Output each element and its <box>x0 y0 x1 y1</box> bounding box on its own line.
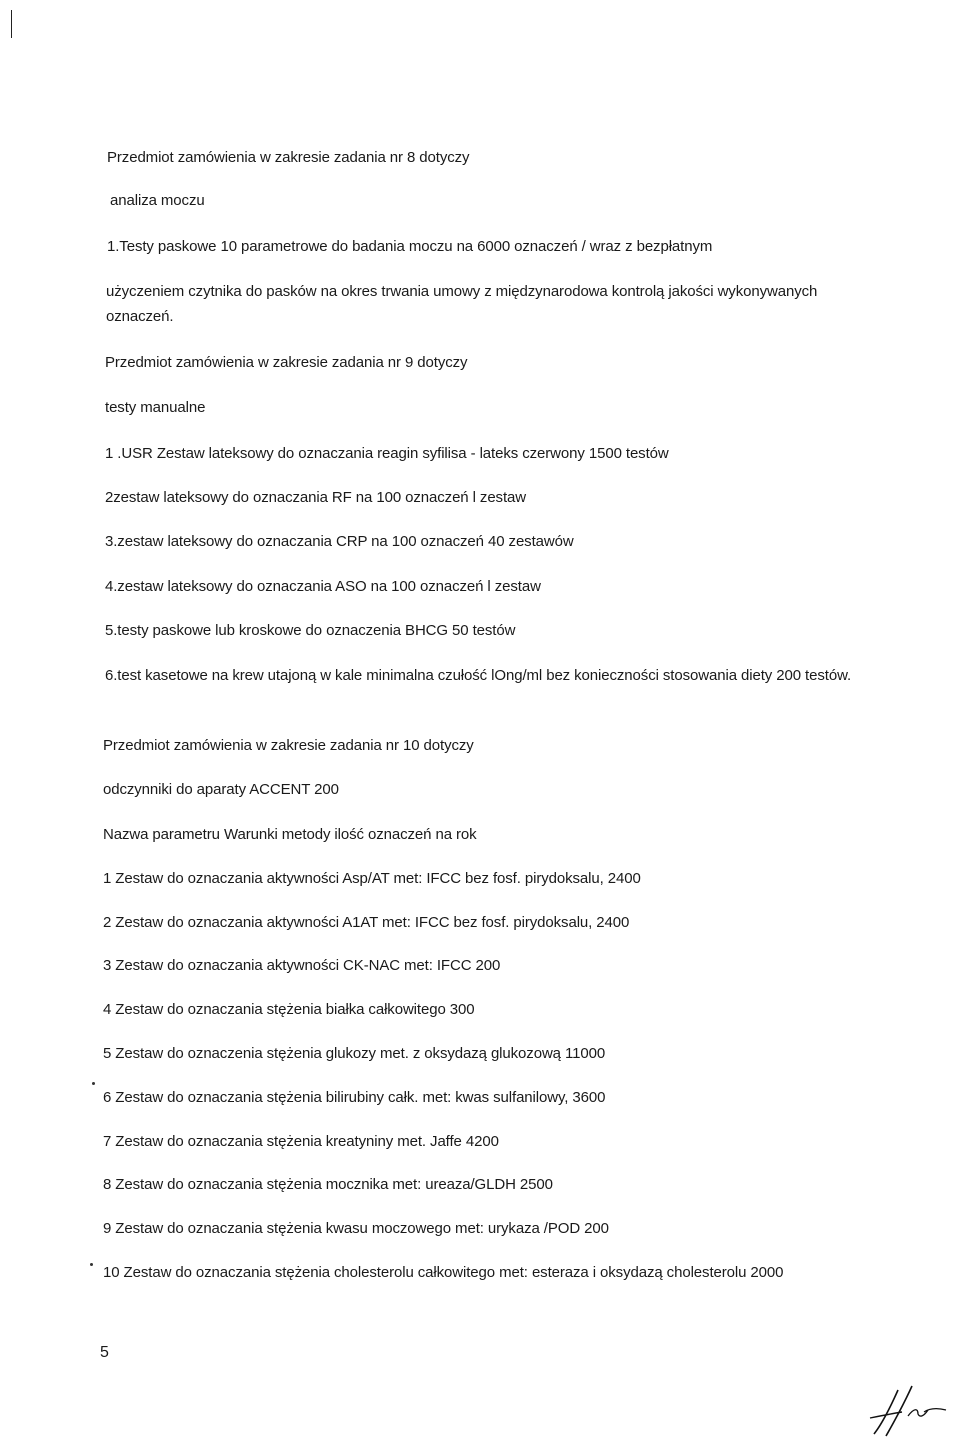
scan-edge-mark <box>11 10 12 38</box>
section-8-item-1-line-3: oznaczeń. <box>106 308 174 325</box>
section-10-item-4: 4 Zestaw do oznaczania stężenia białka całkowitego 300 <box>103 1001 475 1018</box>
scan-speck <box>92 1082 95 1085</box>
section-8-subheading: analiza moczu <box>110 192 205 209</box>
handwritten-signature <box>868 1378 948 1438</box>
section-8-heading: Przedmiot zamówienia w zakresie zadania nr 8 dotyczy <box>107 149 470 166</box>
section-10-subheading: odczynniki do aparaty ACCENT 200 <box>103 781 339 798</box>
section-9-heading: Przedmiot zamówienia w zakresie zadania nr 9 dotyczy <box>105 354 468 371</box>
section-9-item-6: 6.test kasetowe na krew utajoną w kale minimalna czułość lOng/ml bez konieczności stosowania diety 200 testów. <box>105 667 852 684</box>
section-8-item-1-line-1: 1.Testy paskowe 10 parametrowe do badania moczu na 6000 oznaczeń / wraz z bezpłatnym <box>107 238 713 255</box>
section-10-column-header: Nazwa parametru Warunki metody ilość oznaczeń na rok <box>103 826 477 843</box>
section-8-item-1-line-2: użyczeniem czytnika do pasków na okres trwania umowy z międzynarodowa kontrolą jakości wykonywanych <box>106 283 818 300</box>
section-10-item-5: 5 Zestaw do oznaczenia stężenia glukozy met. z oksydazą glukozową 11000 <box>103 1045 606 1062</box>
scan-speck <box>90 1263 93 1266</box>
section-10-item-7: 7 Zestaw do oznaczania stężenia kreatyniny met. Jaffe 4200 <box>103 1133 499 1150</box>
section-9-item-3: 3.zestaw lateksowy do oznaczania CRP na 100 oznaczeń 40 zestawów <box>105 533 574 550</box>
section-10-item-9: 9 Zestaw do oznaczania stężenia kwasu moczowego met: urykaza /POD 200 <box>103 1220 609 1237</box>
section-9-item-1: 1 .USR Zestaw lateksowy do oznaczania reagin syfilisa - lateks czerwony 1500 testów <box>105 445 669 462</box>
section-9-item-5: 5.testy paskowe lub kroskowe do oznaczenia BHCG 50 testów <box>105 622 516 639</box>
section-10-item-6: 6 Zestaw do oznaczania stężenia bilirubiny całk. met: kwas sulfanilowy, 3600 <box>103 1089 606 1106</box>
section-10-item-2: 2 Zestaw do oznaczania aktywności A1AT met: IFCC bez fosf. pirydoksalu, 2400 <box>103 914 630 931</box>
section-9-subheading: testy manualne <box>105 399 206 416</box>
page-number: 5 <box>100 1344 109 1361</box>
section-9-item-2: 2zestaw lateksowy do oznaczania RF na 100 oznaczeń l zestaw <box>105 489 526 506</box>
section-10-item-10: 10 Zestaw do oznaczania stężenia cholesterolu całkowitego met: esteraza i oksydazą cholesterolu 2000 <box>103 1264 784 1281</box>
section-10-item-3: 3 Zestaw do oznaczania aktywności CK-NAC met: IFCC 200 <box>103 957 501 974</box>
section-10-item-8: 8 Zestaw do oznaczania stężenia mocznika met: ureaza/GLDH 2500 <box>103 1176 553 1193</box>
section-9-item-4: 4.zestaw lateksowy do oznaczania ASO na 100 oznaczeń l zestaw <box>105 578 541 595</box>
section-10-heading: Przedmiot zamówienia w zakresie zadania nr 10 dotyczy <box>103 737 474 754</box>
section-10-item-1: 1 Zestaw do oznaczania aktywności Asp/AT met: IFCC bez fosf. pirydoksalu, 2400 <box>103 870 641 887</box>
